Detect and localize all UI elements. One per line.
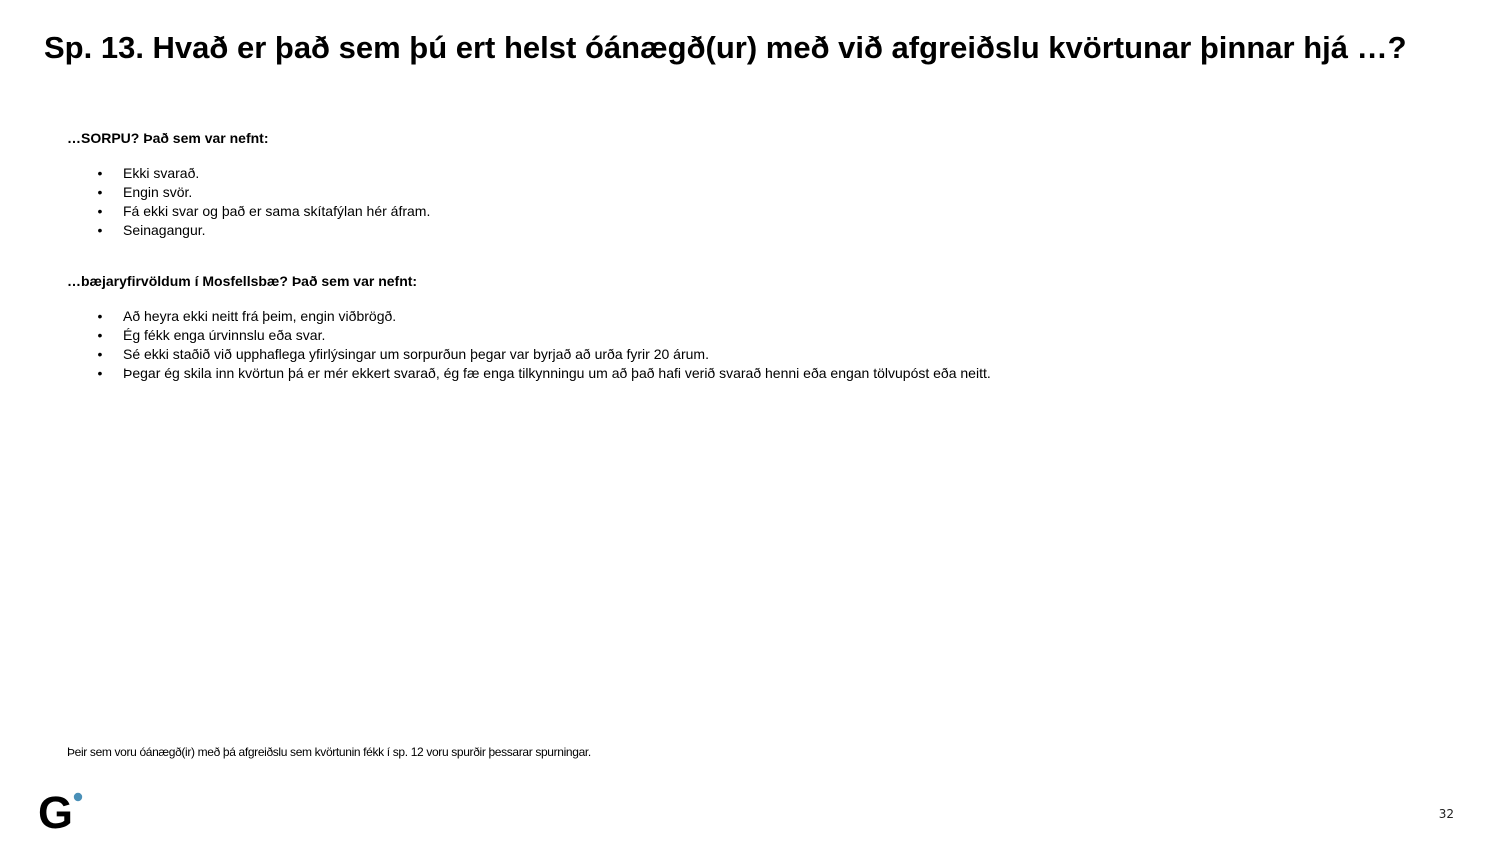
bullet-icon: • — [97, 346, 103, 362]
gallup-g-logo-icon — [38, 791, 86, 831]
page-number: 32 — [1438, 807, 1454, 821]
list-item — [67, 202, 1447, 221]
list-item-text: Að heyra ekki neitt frá þeim, engin viðbrögð. — [123, 308, 397, 324]
list-item — [67, 345, 1447, 364]
list-item-text: Seinagangur. — [123, 222, 206, 238]
bullet-icon: • — [97, 203, 103, 219]
logo-letter: G — [38, 791, 74, 831]
section-sorpu — [67, 129, 1447, 240]
list-item-text: Ég fékk enga úrvinnslu eða svar. — [123, 327, 326, 343]
page-title: Sp. 13. Hvað er það sem þú ert helst óánægð(ur) með við afgreiðslu kvörtunar þinnar hjá …? — [44, 30, 1407, 65]
list-item-text: Ekki svarað. — [123, 165, 200, 181]
response-list — [67, 164, 1447, 240]
section-heading: …SORPU? Það sem var nefnt: — [67, 130, 269, 146]
bullet-icon: • — [97, 308, 103, 324]
logo-dot — [74, 793, 82, 801]
list-item — [67, 221, 1447, 240]
bullet-icon: • — [97, 365, 103, 381]
list-item-text: Sé ekki staðið við upphaflega yfirlýsingar um sorpurðun þegar var byrjað að urða fyrir 20 árum. — [123, 346, 709, 362]
bullet-icon: • — [97, 165, 103, 181]
list-item-text: Þegar ég skila inn kvörtun þá er mér ekkert svarað, ég fæ enga tilkynningu um að það hafi verið svarað henni eða engan tölvupóst eða neitt. — [123, 365, 991, 381]
response-list — [67, 307, 1447, 383]
section-heading: …bæjaryfirvöldum í Mosfellsbæ? Það sem var nefnt: — [67, 273, 418, 289]
bullet-icon: • — [97, 184, 103, 200]
list-item — [67, 364, 1447, 383]
section-mosfellsbaer — [67, 272, 1447, 383]
list-item — [67, 326, 1447, 345]
bullet-icon: • — [97, 222, 103, 238]
list-item — [67, 183, 1447, 202]
list-item-text: Fá ekki svar og það er sama skítafýlan hér áfram. — [123, 203, 431, 219]
list-item-text: Engin svör. — [123, 184, 193, 200]
list-item — [67, 307, 1447, 326]
list-item — [67, 164, 1447, 183]
footnote: Þeir sem voru óánægð(ir) með þá afgreiðslu sem kvörtunin fékk í sp. 12 voru spurðir þessarar spurningar. — [67, 745, 591, 759]
bullet-icon: • — [97, 327, 103, 343]
